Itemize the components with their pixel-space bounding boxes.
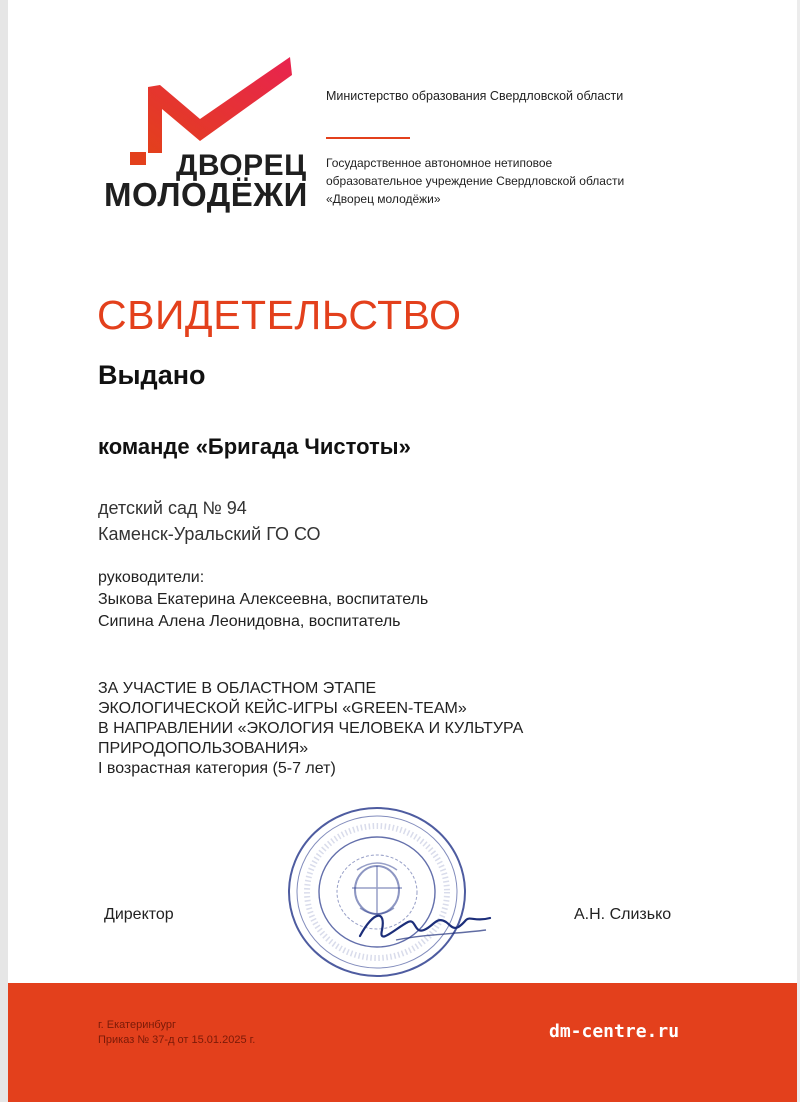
director-label: Директор bbox=[104, 906, 174, 923]
footer-city: г. Екатеринбург bbox=[98, 1019, 176, 1031]
footer-info bbox=[98, 1018, 255, 1048]
institution-name bbox=[326, 154, 624, 208]
ministry-name: Министерство образования Свердловской области bbox=[326, 89, 624, 103]
certificate-title: СВИДЕТЕЛЬСТВО bbox=[97, 292, 462, 338]
dvorets-molodezhi-logo bbox=[100, 55, 308, 215]
institution-line: образовательное учреждение Свердловской области bbox=[326, 174, 625, 188]
official-stamp-icon bbox=[282, 800, 472, 980]
participation-block bbox=[98, 679, 523, 779]
team-name: команде «Бригада Чистоты» bbox=[98, 434, 411, 459]
participation-line: ЭКОЛОГИЧЕСКОЙ КЕЙС-ИГРЫ «GREEN-TEAM» bbox=[98, 700, 467, 717]
director-name: А.Н. Слизько bbox=[574, 906, 672, 923]
leader-line: Зыкова Екатерина Алексеевна, воспитатель bbox=[98, 591, 429, 608]
leaders-label: руководители: bbox=[98, 569, 205, 586]
participation-line: В НАПРАВЛЕНИИ «ЭКОЛОГИЯ ЧЕЛОВЕКА И КУЛЬТУРА bbox=[98, 720, 524, 737]
header-divider bbox=[326, 137, 410, 139]
leader-line: Сипина Алена Леонидовна, воспитатель bbox=[98, 613, 401, 630]
organization-block bbox=[98, 495, 321, 547]
organization-line: детский сад № 94 bbox=[98, 498, 247, 518]
organization-line: Каменск-Уральский ГО СО bbox=[98, 524, 321, 544]
institution-line: «Дворец молодёжи» bbox=[326, 192, 441, 206]
footer-bar bbox=[8, 983, 797, 1102]
leaders-block bbox=[98, 567, 428, 633]
page-left-edge bbox=[0, 0, 8, 1102]
participation-line: ПРИРОДОПОЛЬЗОВАНИЯ» bbox=[98, 740, 309, 757]
website-link[interactable]: dm-centre.ru bbox=[549, 1021, 680, 1042]
participation-line: ЗА УЧАСТИЕ В ОБЛАСТНОМ ЭТАПЕ bbox=[98, 680, 377, 697]
logo-text-line1: ДВОРЕЦ bbox=[176, 149, 307, 182]
institution-line: Государственное автономное нетиповое bbox=[326, 156, 553, 170]
footer-order: Приказ № 37-д от 15.01.2025 г. bbox=[98, 1034, 256, 1046]
age-category: I возрастная категория (5-7 лет) bbox=[98, 760, 336, 777]
issued-label: Выдано bbox=[98, 360, 206, 390]
logo-text-line2: МОЛОДЁЖИ bbox=[104, 176, 308, 213]
signature-icon bbox=[356, 900, 496, 950]
